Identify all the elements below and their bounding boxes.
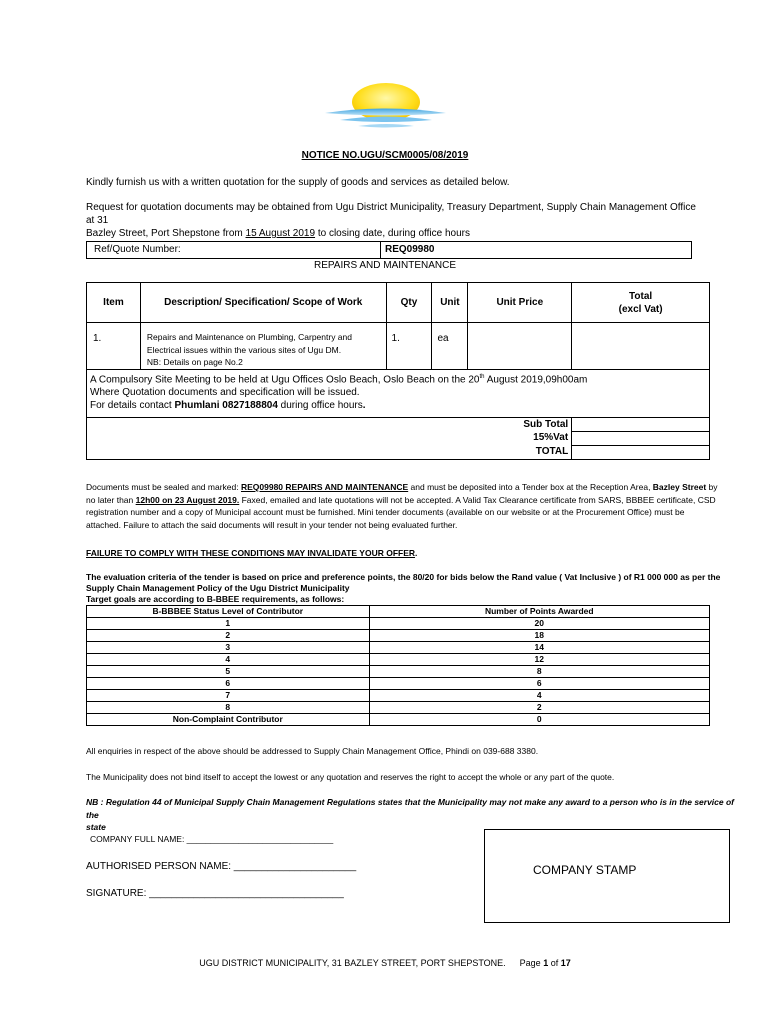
header-total-sub: (excl Vat)	[618, 303, 663, 315]
status-level-cell: 1	[87, 618, 370, 630]
ref-box	[86, 241, 692, 259]
authorised-person-field[interactable]: AUTHORISED PERSON NAME: ______________________	[86, 861, 357, 872]
points-cell: 8	[369, 666, 709, 678]
row-qty: 1.	[386, 323, 432, 370]
documents-paragraph	[86, 481, 726, 531]
nb-line2: state	[86, 822, 106, 832]
row-description	[140, 323, 386, 370]
status-level-cell: 6	[87, 678, 370, 690]
failure-warning	[86, 547, 417, 560]
ugu-logo	[320, 80, 450, 136]
quote-table	[86, 282, 710, 460]
docs-text-f: registration number and a copy of Municipal account must be furnished. Mini tender documents (available on our website or at the Procurement Office) must be	[86, 507, 685, 517]
site-meeting-cell	[87, 369, 710, 417]
points-cell: 14	[369, 642, 709, 654]
docs-street: Bazley Street	[652, 482, 707, 492]
nb-line1: NB : Regulation 44 of Municipal Supply Chain Management Regulations states that the Municipality may not make any award to a person who is in the service of the	[86, 797, 735, 820]
company-stamp-box	[484, 829, 730, 923]
points-cell: 0	[369, 714, 709, 726]
status-level-cell: 2	[87, 630, 370, 642]
company-stamp-label: COMPANY STAMP	[533, 863, 637, 877]
enquiries-text: All enquiries in respect of the above should be addressed to Supply Chain Management Office, Phindi on 039-688 3380.	[86, 746, 539, 756]
intro-text: Kindly furnish us with a written quotation for the supply of goods and services as detailed below.	[86, 177, 510, 188]
status-level-cell: 3	[87, 642, 370, 654]
total-value	[572, 445, 710, 459]
failure-dot: .	[415, 548, 418, 558]
row-desc-line1: Repairs and Maintenance on Plumbing, Carpentry and	[146, 332, 352, 342]
page-footer	[0, 957, 770, 969]
nb-regulation	[86, 796, 736, 834]
ref-number: REQ09980	[385, 244, 435, 255]
header-status-level: B-BBBEE Status Level of Contributor	[87, 606, 370, 618]
notice-title: NOTICE NO.UGU/SCM0005/08/2019	[301, 150, 469, 161]
points-cell: 20	[369, 618, 709, 630]
footer-address: UGU DISTRICT MUNICIPALITY, 31 BAZLEY STREET, PORT SHEPSTONE.	[199, 958, 506, 968]
footer-page-total: 17	[560, 958, 571, 968]
points-cell: 6	[369, 678, 709, 690]
ref-divider	[380, 242, 381, 258]
table-row	[87, 618, 710, 630]
table-row	[87, 323, 710, 370]
docs-text-g: attached. Failure to attach the said documents will result in your tender not being evaluated further.	[86, 519, 458, 530]
status-level-cell: 7	[87, 690, 370, 702]
request-line1: Request for quotation documents may be obtained from Ugu District Municipality, Treasury Department, Supply Chain Management Office at 31	[86, 202, 696, 226]
footer-of-word: of	[548, 958, 561, 968]
request-date: 15 August 2019	[245, 228, 316, 239]
table-row	[87, 702, 710, 714]
docs-text-a: Documents must be sealed and marked:	[86, 482, 241, 492]
header-qty: Qty	[386, 283, 432, 323]
vat-row	[87, 431, 710, 445]
footer-page-word: Page	[519, 958, 544, 968]
total-label: TOTAL	[87, 445, 572, 459]
site-meeting-row	[87, 369, 710, 417]
request-paragraph	[86, 201, 706, 240]
row-unit-price	[468, 323, 572, 370]
status-level-cell: 4	[87, 654, 370, 666]
evaluation-criteria	[86, 572, 736, 605]
row-unit: ea	[432, 323, 468, 370]
eval-line3: Target goals are according to B-BBEE requirements, as follows:	[86, 594, 345, 604]
row-total	[572, 323, 710, 370]
company-name-field[interactable]: COMPANY FULL NAME: _______________________________	[90, 834, 334, 844]
points-cell: 2	[369, 702, 709, 714]
header-description: Description/ Specification/ Scope of Work	[140, 283, 386, 323]
footer-page-number: 1	[543, 958, 549, 968]
quote-header-row	[87, 283, 710, 323]
request-line2-end: to closing date, during office hours	[315, 228, 470, 239]
site-contact: Phumlani 0827188804	[174, 399, 278, 411]
table-row	[87, 630, 710, 642]
eval-line1: The evaluation criteria of the tender is based on price and preference points, the 80/20 for bids below the Rand value ( Vat Inclusive ) of R1 000 000 as per the	[86, 572, 721, 582]
table-row	[87, 642, 710, 654]
points-table	[86, 605, 710, 726]
docs-reference: REQ09980 REPAIRS AND MAINTENANCE	[240, 482, 409, 492]
eval-line2: Supply Chain Management Policy of the Ugu District Municipality	[86, 583, 350, 593]
vat-label: 15%Vat	[87, 431, 572, 445]
table-row	[87, 654, 710, 666]
points-cell: 4	[369, 690, 709, 702]
sub-total-label: Sub Total	[87, 417, 572, 431]
table-row	[87, 690, 710, 702]
signature-field[interactable]: SIGNATURE: ___________________________________	[86, 888, 344, 899]
table-row	[87, 714, 710, 726]
points-header-row	[87, 606, 710, 618]
row-desc-line3: NB: Details on page No.2	[146, 357, 243, 367]
header-points-awarded: Number of Points Awarded	[369, 606, 709, 618]
total-row	[87, 445, 710, 459]
site-meeting-sup: th	[479, 373, 485, 380]
site-meeting-line2: Where Quotation documents and specification will be issued.	[90, 386, 360, 398]
status-level-cell: 5	[87, 666, 370, 678]
sub-total-value	[572, 417, 710, 431]
site-meeting-line3-end: during office hours	[277, 399, 363, 411]
status-level-cell: Non-Complaint Contributor	[87, 714, 370, 726]
header-total	[572, 283, 710, 323]
header-unit-price: Unit Price	[468, 283, 572, 323]
site-meeting-time: August 2019,09h00am	[484, 373, 588, 385]
table-row	[87, 678, 710, 690]
section-title: REPAIRS AND MAINTENANCE	[313, 260, 457, 271]
docs-text-e: Faxed, emailed and late quotations will not be accepted. A Valid Tax Clearance certificate from SARS, BBBEE certificate, CSD	[239, 494, 716, 505]
points-cell: 12	[369, 654, 709, 666]
docs-text-b: and must be deposited into a Tender box at the Reception Area,	[408, 482, 653, 492]
vat-value	[572, 431, 710, 445]
header-item: Item	[87, 283, 141, 323]
header-total-label: Total	[629, 290, 653, 302]
docs-text-c: by	[706, 482, 718, 492]
request-line2: Bazley Street, Port Shepstone from	[86, 228, 246, 239]
row-desc-line2: Electrical issues within the various sites of Ugu DM.	[146, 344, 342, 355]
table-row	[87, 666, 710, 678]
row-item: 1.	[87, 323, 141, 370]
status-level-cell: 8	[87, 702, 370, 714]
site-meeting-text: A Compulsory Site Meeting to be held at Ugu Offices Oslo Beach, Oslo Beach on the 20	[90, 373, 480, 385]
header-unit: Unit	[432, 283, 468, 323]
no-bind-text: The Municipality does not bind itself to accept the lowest or any quotation and reserves the right to accept the whole or any part of the quote.	[86, 772, 615, 782]
failure-text: FAILURE TO COMPLY WITH THESE CONDITIONS MAY INVALIDATE YOUR OFFER	[86, 548, 416, 558]
sub-total-row	[87, 417, 710, 431]
ref-label: Ref/Quote Number:	[94, 244, 181, 255]
site-meeting-line3: For details contact	[90, 399, 175, 411]
docs-deadline: 12h00 on 23 August 2019.	[135, 494, 240, 505]
docs-text-d: no later than	[86, 494, 136, 505]
site-meeting-dot: .	[362, 399, 366, 411]
points-cell: 18	[369, 630, 709, 642]
